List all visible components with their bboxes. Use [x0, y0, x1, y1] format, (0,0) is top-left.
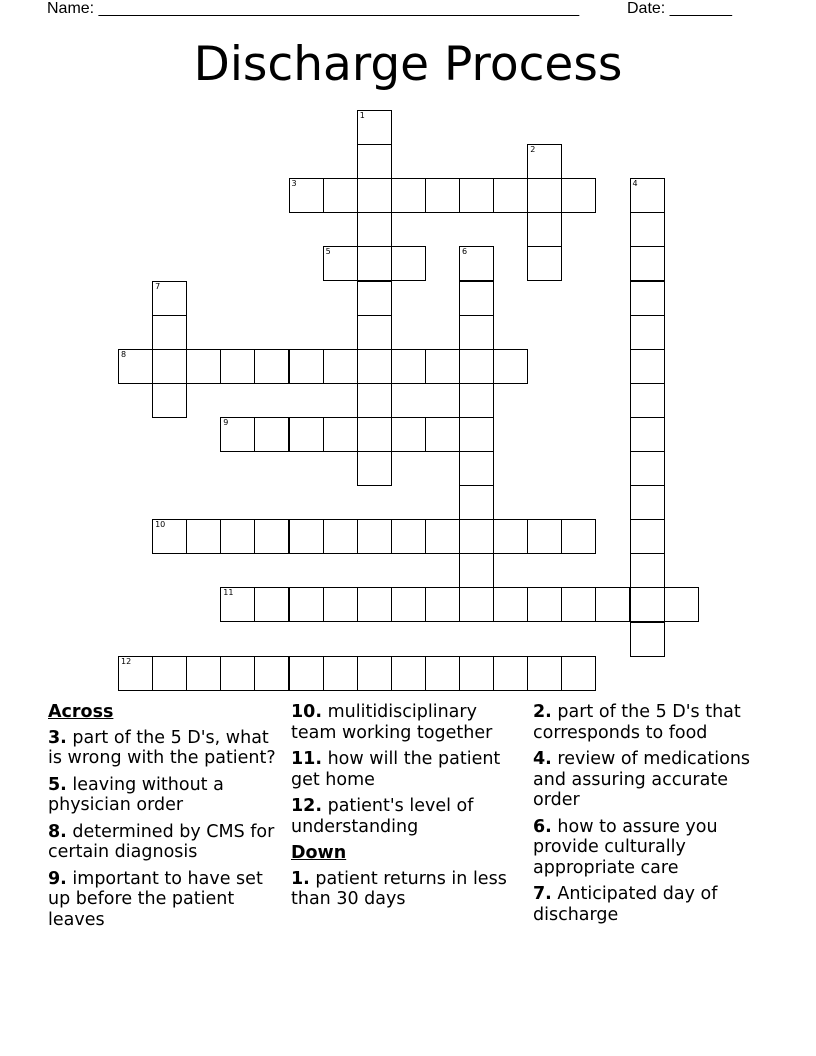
grid-cell[interactable]: [186, 656, 221, 691]
grid-cell[interactable]: [459, 281, 494, 316]
grid-cell[interactable]: [220, 656, 255, 691]
grid-cell[interactable]: [630, 212, 665, 247]
clue-number: 8: [121, 349, 127, 359]
grid-cell[interactable]: [459, 451, 494, 486]
grid-cell[interactable]: [493, 519, 528, 554]
grid-cell[interactable]: [323, 178, 358, 213]
grid-cell[interactable]: [527, 144, 562, 179]
grid-cell[interactable]: [459, 485, 494, 520]
grid-cell[interactable]: [527, 212, 562, 247]
grid-cell[interactable]: [357, 349, 392, 384]
grid-cell[interactable]: [459, 417, 494, 452]
grid-cell[interactable]: [323, 519, 358, 554]
grid-cell[interactable]: [357, 417, 392, 452]
clue-item: [48, 869, 284, 931]
grid-cell[interactable]: [289, 349, 324, 384]
grid-cell[interactable]: [459, 315, 494, 350]
grid-cell[interactable]: [357, 144, 392, 179]
clue-item-number: 4.: [533, 749, 552, 769]
grid-cell[interactable]: [357, 315, 392, 350]
grid-cell[interactable]: [220, 349, 255, 384]
grid-cell[interactable]: [391, 178, 426, 213]
grid-cell[interactable]: [357, 656, 392, 691]
clue-item: [533, 884, 769, 925]
clue-item: [291, 869, 527, 910]
grid-cell[interactable]: [152, 519, 187, 554]
clue-number: 5: [325, 247, 331, 257]
grid-cell[interactable]: [459, 246, 494, 281]
clue-item-text: important to have set up before the patient leaves: [48, 868, 263, 930]
grid-cell[interactable]: [459, 178, 494, 213]
grid-cell[interactable]: [357, 178, 392, 213]
grid-cell[interactable]: [254, 519, 289, 554]
clue-item-text: patient's level of understanding: [291, 796, 474, 837]
grid-cell[interactable]: [357, 519, 392, 554]
grid-cell[interactable]: [118, 349, 153, 384]
grid-cell[interactable]: [493, 178, 528, 213]
grid-cell[interactable]: [357, 110, 392, 145]
grid-cell[interactable]: [152, 656, 187, 691]
grid-cell[interactable]: [323, 349, 358, 384]
grid-cell[interactable]: [152, 315, 187, 350]
clues-column-2: [291, 702, 527, 916]
grid-cell[interactable]: [561, 178, 596, 213]
clue-item-text: how will the patient get home: [291, 749, 501, 790]
grid-cell[interactable]: [357, 212, 392, 247]
grid-cell[interactable]: [493, 656, 528, 691]
grid-cell[interactable]: [630, 315, 665, 350]
grid-cell[interactable]: [425, 417, 460, 452]
grid-cell[interactable]: [459, 553, 494, 588]
grid-cell[interactable]: [186, 519, 221, 554]
clue-number: 3: [291, 179, 297, 189]
clue-item-number: 7.: [533, 884, 552, 904]
clue-item: [291, 702, 527, 743]
grid-cell[interactable]: [630, 281, 665, 316]
clue-item-number: 8.: [48, 821, 67, 842]
clue-number: 12: [121, 656, 132, 666]
grid-cell[interactable]: [630, 383, 665, 418]
clue-item-text: leaving without a physician order: [48, 774, 224, 815]
grid-cell[interactable]: [425, 587, 460, 622]
clue-number: 9: [223, 417, 229, 427]
date-blank[interactable]: _______: [669, 0, 732, 17]
clues-column-3: [533, 702, 769, 931]
name-blank[interactable]: ______________________________________________________: [98, 0, 580, 17]
grid-cell[interactable]: [357, 587, 392, 622]
clues-column-1: [48, 702, 284, 936]
grid-cell[interactable]: [630, 485, 665, 520]
grid-cell[interactable]: [493, 349, 528, 384]
grid-cell[interactable]: [425, 349, 460, 384]
grid-cell[interactable]: [459, 587, 494, 622]
clue-item-number: 9.: [48, 868, 67, 889]
down-heading: Down: [291, 843, 347, 863]
clue-item-number: 3.: [48, 727, 67, 748]
clue-item-text: part of the 5 D's, what is wrong with the patient?: [48, 727, 276, 768]
clue-number: 6: [462, 247, 468, 257]
grid-cell[interactable]: [186, 349, 221, 384]
grid-cell[interactable]: [254, 656, 289, 691]
clue-item: [48, 728, 284, 769]
grid-cell[interactable]: [152, 281, 187, 316]
clue-number: 2: [530, 145, 536, 155]
grid-cell[interactable]: [630, 553, 665, 588]
grid-cell[interactable]: [357, 451, 392, 486]
clue-item-text: part of the 5 D's that corresponds to food: [533, 702, 741, 743]
grid-cell[interactable]: [289, 587, 324, 622]
grid-cell[interactable]: [391, 656, 426, 691]
grid-cell[interactable]: [152, 383, 187, 418]
grid-cell[interactable]: [425, 656, 460, 691]
grid-cell[interactable]: [254, 417, 289, 452]
grid-cell[interactable]: [527, 178, 562, 213]
clue-item-number: 6.: [533, 816, 552, 837]
clue-item: [533, 817, 769, 879]
grid-cell[interactable]: [357, 246, 392, 281]
grid-cell[interactable]: [664, 587, 699, 622]
grid-cell[interactable]: [289, 656, 324, 691]
across-heading: Across: [48, 702, 114, 722]
grid-cell[interactable]: [425, 178, 460, 213]
clue-item-text: Anticipated day of discharge: [533, 884, 718, 925]
grid-cell[interactable]: [630, 178, 665, 213]
grid-cell[interactable]: [220, 417, 255, 452]
clue-number: 4: [632, 179, 638, 189]
clue-item: [533, 749, 769, 811]
grid-cell[interactable]: [289, 417, 324, 452]
grid-cell[interactable]: [254, 349, 289, 384]
grid-cell[interactable]: [630, 519, 665, 554]
clue-number: 11: [223, 588, 234, 598]
clue-number: 1: [359, 111, 365, 120]
grid-cell[interactable]: [357, 281, 392, 316]
grid-cell[interactable]: [391, 417, 426, 452]
clue-item-text: determined by CMS for certain diagnosis: [48, 821, 275, 862]
grid-cell[interactable]: [527, 519, 562, 554]
grid-cell[interactable]: [391, 349, 426, 384]
clue-item: [291, 796, 527, 837]
grid-cell[interactable]: [323, 417, 358, 452]
page-title: Discharge Process: [193, 37, 623, 92]
clue-item-number: 1.: [291, 868, 310, 889]
grid-cell[interactable]: [630, 622, 665, 657]
grid-cell[interactable]: [220, 519, 255, 554]
grid-cell[interactable]: [493, 587, 528, 622]
clue-item-number: 11.: [291, 749, 323, 769]
grid-cell[interactable]: [391, 519, 426, 554]
grid-cell[interactable]: [220, 587, 255, 622]
clue-item-text: mulitidisciplinary team working together: [291, 702, 493, 743]
grid-cell[interactable]: [595, 587, 630, 622]
grid-cell[interactable]: [289, 178, 324, 213]
clue-item-text: patient returns in less than 30 days: [291, 868, 507, 909]
grid-cell[interactable]: [561, 587, 596, 622]
grid-cell[interactable]: [391, 587, 426, 622]
grid-cell[interactable]: [289, 519, 324, 554]
grid-cell[interactable]: [459, 383, 494, 418]
grid-cell[interactable]: [561, 656, 596, 691]
clue-number: 10: [155, 520, 166, 530]
grid-cell[interactable]: [254, 587, 289, 622]
clue-item: [291, 749, 527, 790]
name-label: Name:: [47, 0, 95, 17]
grid-cell[interactable]: [459, 519, 494, 554]
clue-item: [533, 702, 769, 743]
grid-cell[interactable]: [323, 246, 358, 281]
clue-item: [48, 775, 284, 816]
grid-cell[interactable]: [152, 349, 187, 384]
grid-cell[interactable]: [459, 656, 494, 691]
grid-cell[interactable]: [630, 246, 665, 281]
clue-item-number: 12.: [291, 796, 323, 816]
clue-item: [48, 822, 284, 863]
clue-item-number: 5.: [48, 774, 67, 795]
clue-item-number: 2.: [533, 702, 552, 722]
grid-cell[interactable]: [391, 246, 426, 281]
grid-cell[interactable]: [630, 587, 665, 622]
grid-cell[interactable]: [630, 451, 665, 486]
grid-cell[interactable]: [527, 587, 562, 622]
grid-cell[interactable]: [561, 519, 596, 554]
grid-cell[interactable]: [323, 656, 358, 691]
grid-cell[interactable]: [118, 656, 153, 691]
grid-cell[interactable]: [425, 519, 460, 554]
grid-cell[interactable]: [323, 587, 358, 622]
grid-cell[interactable]: [459, 349, 494, 384]
clue-item-text: review of medications and assuring accurate order: [533, 749, 751, 810]
clue-item-text: how to assure you provide culturally appropriate care: [533, 816, 718, 878]
grid-cell[interactable]: [527, 656, 562, 691]
grid-cell[interactable]: [630, 349, 665, 384]
grid-cell[interactable]: [630, 417, 665, 452]
clue-item-number: 10.: [291, 702, 323, 722]
grid-cell[interactable]: [357, 383, 392, 418]
date-label: Date:: [627, 0, 666, 17]
clue-number: 7: [155, 281, 161, 291]
grid-cell[interactable]: [527, 246, 562, 281]
